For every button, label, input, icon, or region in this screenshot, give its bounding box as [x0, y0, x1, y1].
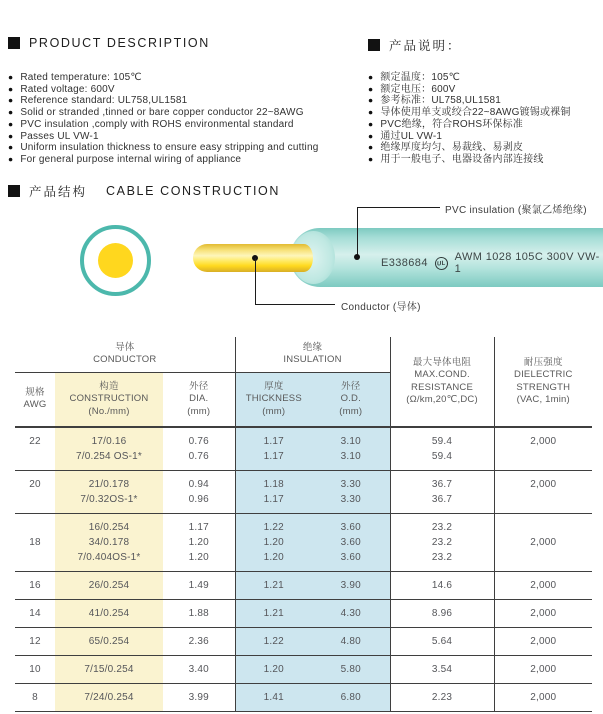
cell-construction: 7/24/0.254 — [55, 684, 163, 712]
cell-resistance: 23.2 23.2 23.2 — [390, 514, 494, 572]
bullet-icon: ● — [368, 107, 374, 118]
cell-thickness: 1.21 — [235, 572, 312, 600]
column-header-line: (mm) — [339, 405, 363, 417]
col-thickness-header — [235, 372, 312, 427]
cell-construction: 21/0.178 7/0.32OS-1* — [55, 471, 163, 514]
cell-resistance: 59.4 59.4 — [390, 427, 494, 471]
bullet-icon: ● — [368, 153, 374, 164]
cable-construction-title — [8, 182, 280, 200]
description-item — [8, 142, 360, 154]
column-header-line: MAX.COND. — [414, 369, 470, 380]
description-item — [8, 131, 360, 143]
bullet-icon: ● — [368, 83, 374, 94]
cell-thickness: 1.41 — [235, 684, 312, 712]
column-header-line: (mm) — [187, 405, 211, 417]
column-header-line: (VAC, 1min) — [516, 394, 570, 405]
cell-construction: 26/0.254 — [55, 572, 163, 600]
leader-line — [357, 207, 440, 208]
product-description-list — [8, 72, 360, 166]
description-item-text: 参考标准：UL758,UL1581 — [380, 95, 502, 107]
description-item — [8, 154, 360, 166]
cell-construction: 41/0.254 — [55, 600, 163, 628]
group-conductor-header — [15, 337, 235, 372]
cell-strength: 2,000 — [494, 600, 592, 628]
bullet-icon: ● — [8, 107, 14, 118]
description-item — [368, 84, 598, 96]
cell-dia: 2.36 — [163, 628, 235, 656]
description-item-text: Passes UL VW-1 — [20, 130, 99, 142]
spec-table-body — [15, 427, 592, 712]
ul-mark-icon: UL — [434, 256, 448, 271]
cell-od: 6.80 — [312, 684, 390, 712]
cell-od: 5.80 — [312, 656, 390, 684]
column-header-line: THICKNESS — [245, 393, 302, 404]
column-header-line: RESISTANCE — [411, 381, 474, 393]
bullet-icon: ● — [8, 142, 14, 153]
column-header-line: CONSTRUCTION — [69, 393, 149, 404]
description-item-text: 额定电压：600V — [380, 83, 456, 95]
cell-strength: 2,000 — [494, 684, 592, 712]
col-resistance-header — [390, 337, 494, 427]
section-marker-icon — [8, 37, 20, 49]
group-insulation-header — [235, 337, 390, 372]
cable-construction-title-en: CABLE CONSTRUCTION — [106, 184, 280, 198]
cell-resistance: 2.23 — [390, 684, 494, 712]
column-header-line: 最大导体电阻 — [412, 356, 472, 368]
col-awg-header — [15, 372, 55, 427]
column-header-line: 外径 — [341, 380, 361, 392]
cell-dia: 1.49 — [163, 572, 235, 600]
cell-dia: 0.76 0.76 — [163, 427, 235, 471]
cross-section-core — [98, 243, 133, 278]
cable-print-spec: AWM 1028 105C 300V VW-1 — [454, 251, 600, 275]
column-header-line: DIA. — [189, 393, 209, 404]
cell-od: 3.10 3.10 — [312, 427, 390, 471]
bullet-icon: ● — [368, 72, 374, 82]
cell-awg: 14 — [15, 600, 55, 628]
leader-dot — [354, 254, 360, 260]
cell-construction: 7/15/0.254 — [55, 656, 163, 684]
column-header-line: DIELECTRIC — [514, 369, 573, 380]
leader-line — [255, 304, 335, 305]
description-item — [8, 95, 360, 107]
bullet-icon: ● — [8, 153, 14, 164]
cell-thickness: 1.22 1.20 1.20 — [235, 514, 312, 572]
description-item-text: PVC绝缘，符合ROHS环保标准 — [380, 118, 523, 130]
cell-resistance: 3.54 — [390, 656, 494, 684]
column-header-line: (mm) — [262, 405, 286, 417]
column-header-line: 规格 — [25, 386, 45, 398]
description-item-text: Reference standard: UL758,UL1581 — [20, 95, 188, 107]
cell-resistance: 5.64 — [390, 628, 494, 656]
cell-awg: 20 — [15, 471, 55, 514]
column-header-line: (Ω/km,20℃,DC) — [406, 394, 478, 405]
cell-dia: 1.17 1.20 1.20 — [163, 514, 235, 572]
section-marker-icon — [8, 185, 20, 197]
description-item — [368, 119, 598, 131]
cell-dia: 0.94 0.96 — [163, 471, 235, 514]
description-item — [368, 154, 598, 166]
col-dia-header — [163, 372, 235, 427]
product-description-title — [8, 36, 210, 50]
group-header-line: 导体 — [115, 341, 135, 353]
description-item-text: 绝缘厚度均匀、易裁线、易剥皮 — [380, 142, 524, 154]
group-header-line: INSULATION — [283, 354, 342, 366]
bullet-icon: ● — [368, 142, 374, 153]
bullet-icon: ● — [368, 130, 374, 141]
description-item-text: 用于一般电子、电器设备内部连接线 — [380, 153, 544, 165]
cell-awg: 16 — [15, 572, 55, 600]
description-item-text: Rated temperature: 105℃ — [20, 72, 142, 83]
cell-dia: 3.99 — [163, 684, 235, 712]
cell-thickness: 1.22 — [235, 628, 312, 656]
cell-strength: 2,000 — [494, 628, 592, 656]
bullet-icon: ● — [368, 118, 374, 129]
cell-thickness: 1.21 — [235, 600, 312, 628]
cell-construction: 16/0.254 34/0.178 7/0.404OS-1* — [55, 514, 163, 572]
cell-od: 3.90 — [312, 572, 390, 600]
description-item-text: Rated voltage: 600V — [20, 83, 115, 95]
column-header-line: AWG — [23, 399, 47, 411]
col-strength-header — [494, 337, 592, 427]
cell-strength: 2,000 — [494, 471, 592, 514]
description-item-text: PVC insulation ,comply with ROHS environmental standard — [20, 118, 294, 130]
leader-line — [255, 258, 256, 304]
column-header-line: 构造 — [99, 380, 119, 392]
table-row — [15, 572, 592, 600]
cell-resistance: 14.6 — [390, 572, 494, 600]
cell-strength: 2,000 — [494, 514, 592, 572]
col-od-header — [312, 372, 390, 427]
table-row — [15, 514, 592, 572]
description-item — [8, 72, 360, 84]
bullet-icon: ● — [8, 95, 14, 106]
cell-od: 3.60 3.60 3.60 — [312, 514, 390, 572]
cell-construction: 65/0.254 — [55, 628, 163, 656]
table-row — [15, 471, 592, 514]
description-item — [8, 84, 360, 96]
table-row — [15, 600, 592, 628]
cell-od: 4.80 — [312, 628, 390, 656]
cell-resistance: 8.96 — [390, 600, 494, 628]
cell-thickness: 1.20 — [235, 656, 312, 684]
column-header-line: 耐压强度 — [523, 356, 563, 368]
product-description-cn-title — [368, 36, 462, 54]
product-description-cn-title-text: 产品说明： — [389, 39, 462, 53]
cell-resistance: 36.7 36.7 — [390, 471, 494, 514]
cell-thickness: 1.18 1.17 — [235, 471, 312, 514]
column-header-line: 厚度 — [264, 380, 284, 392]
cell-od: 3.30 3.30 — [312, 471, 390, 514]
column-header-line: (No./mm) — [88, 405, 130, 417]
cell-dia: 3.40 — [163, 656, 235, 684]
group-header-line: CONDUCTOR — [93, 354, 157, 366]
bullet-icon: ● — [8, 118, 14, 129]
column-header-line: 外径 — [189, 380, 209, 392]
description-item — [368, 95, 598, 107]
cell-construction: 17/0.16 7/0.254 OS-1* — [55, 427, 163, 471]
table-row — [15, 628, 592, 656]
table-row — [15, 427, 592, 471]
description-item-text: For general purpose internal wiring of appliance — [20, 153, 242, 165]
cell-thickness: 1.17 1.17 — [235, 427, 312, 471]
bullet-icon: ● — [8, 72, 14, 82]
cell-awg: 22 — [15, 427, 55, 471]
column-header-line: O.D. — [340, 393, 361, 404]
cable-print-cert-no: E338684 — [381, 257, 428, 269]
cell-strength: 2,000 — [494, 656, 592, 684]
col-construction-header — [55, 372, 163, 427]
cell-strength: 2,000 — [494, 572, 592, 600]
description-item-text: Uniform insulation thickness to ensure easy stripping and cutting — [20, 142, 319, 154]
table-group-row — [15, 337, 592, 372]
description-item-text: Solid or stranded ,tinned or bare copper conductor 22~8AWG — [20, 107, 304, 119]
cable-construction-title-cn: 产品结构 — [29, 185, 88, 199]
description-item — [368, 131, 598, 143]
bullet-icon: ● — [8, 130, 14, 141]
description-item — [368, 142, 598, 154]
cell-dia: 1.88 — [163, 600, 235, 628]
cable-print-text — [381, 251, 603, 275]
cell-strength: 2,000 — [494, 427, 592, 471]
leader-line — [357, 207, 358, 257]
description-item — [8, 107, 360, 119]
cell-od: 4.30 — [312, 600, 390, 628]
cell-awg: 8 — [15, 684, 55, 712]
description-item — [368, 107, 598, 119]
bullet-icon: ● — [8, 83, 14, 94]
pvc-insulation-label: PVC insulation (聚氯乙烯绝缘) — [445, 205, 587, 216]
bullet-icon: ● — [368, 95, 374, 106]
table-row — [15, 684, 592, 712]
description-item — [8, 119, 360, 131]
description-item — [368, 72, 598, 84]
group-header-line: 绝缘 — [302, 341, 323, 353]
spec-table — [15, 337, 592, 712]
product-description-title-text: PRODUCT DESCRIPTION — [29, 36, 210, 50]
description-item-text: 额定温度：105℃ — [380, 72, 461, 83]
section-marker-icon — [368, 39, 380, 51]
cell-awg: 18 — [15, 514, 55, 572]
table-row — [15, 656, 592, 684]
conductor-label: Conductor (导体) — [341, 302, 421, 313]
product-description-cn-list — [368, 72, 598, 166]
column-header-line: STRENGTH — [516, 381, 571, 393]
cell-awg: 12 — [15, 628, 55, 656]
description-item-text: 通过UL VW-1 — [380, 130, 443, 142]
description-item-text: 导体使用单支或绞合22~8AWG镀锡或裸铜 — [380, 107, 571, 119]
cell-awg: 10 — [15, 656, 55, 684]
